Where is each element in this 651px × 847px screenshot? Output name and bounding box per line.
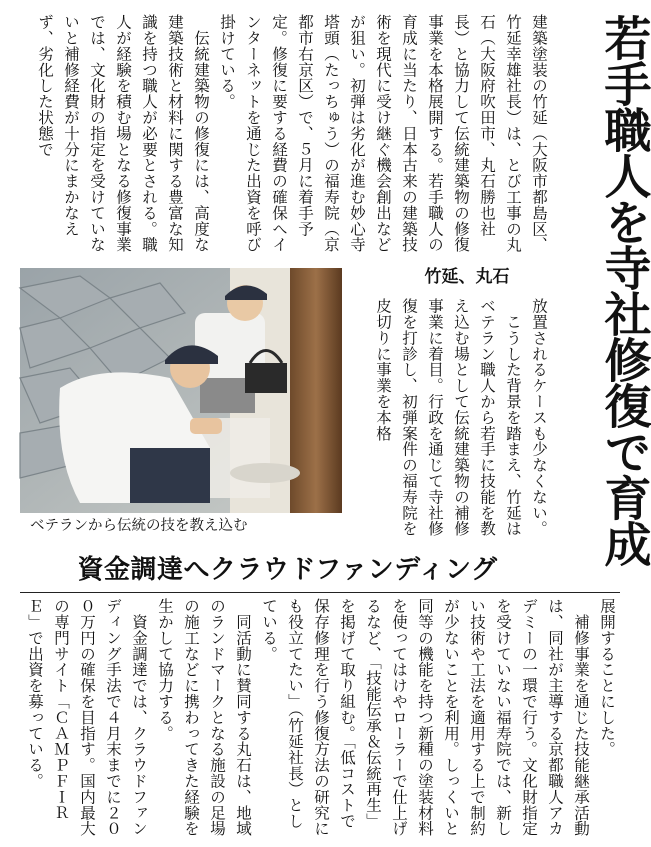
photo-caption: ベテランから伝統の技を教え込む: [30, 518, 248, 534]
article-photo: [20, 268, 342, 513]
section-divider: [20, 592, 620, 593]
subheading: 資金調達へクラウドファンディング: [77, 555, 498, 585]
headline: 若手職人を寺社修復で育成: [596, 14, 651, 566]
article-body-block-2: 放置されるケースも少なくない。 こうした背景を踏まえ、竹延はベテラン職人から若手に技能を教え込む場として伝統建築物の補修事業に着目。行政を通じて寺社修復を打診し、初弾案件の福寿院を皮切りに事業を本格: [374, 298, 548, 537]
article-body-block-3: 展開することにした。 補修事業を通じた技能継承活動は、同社が主導する京都職人アカデミーの一環で行う。文化財指定を受けていない福寿院では、新しい技術や工法を適用する上で制約が少ないことを利用。しっくいと同等の機能を持つ新種の塗装材料を使ってはけやローラーで仕上げるなど、「技能伝承＆伝統再生」を掲げて取り組む。「低コストで保存修理を行う修復方法の研究にも役立てたい」（竹延社長）としている。 同活動に賛同する丸石は、地域のランドマークとなる施設の足場の施工などに携わってきた経験を生かして協力する。 資金調達では、クラウドファンディング手法で４月末までに２００万円の確保を目指す。国内最大の専門サイト「ＣＡＭＰＦＩＲＥ」で出資を募っている。: [26, 598, 616, 837]
byline: 竹延、丸石: [424, 267, 510, 287]
craftsmen-photo-illustration: [20, 268, 342, 513]
article-body-block-1: 建築塗装の竹延（大阪市都島区、竹延幸雄社長）は、とび工事の丸石（大阪府吹田市、丸石勝也社長）と協力して伝統建築物の修復事業を本格展開する。若手職人の育成に当たり、日本古来の建築技術を現代に受け継ぐ機会創出などが狙い。初弾は劣化が進む妙心寺塔頭（たっちゅう）の福寿院（京都市右京区）で、５月に着手予定。修復に要する経費の確保へインターネットを通じた出資を呼び掛けている。 伝統建築物の修復には、高度な建築技術と材料に関する豊富な知識を持つ職人が必要とされる。職人が経験を積む場となる修復事業では、文化財の指定を受けていないと補修経費が十分にまかなえず、劣化した状態で: [36, 14, 548, 253]
